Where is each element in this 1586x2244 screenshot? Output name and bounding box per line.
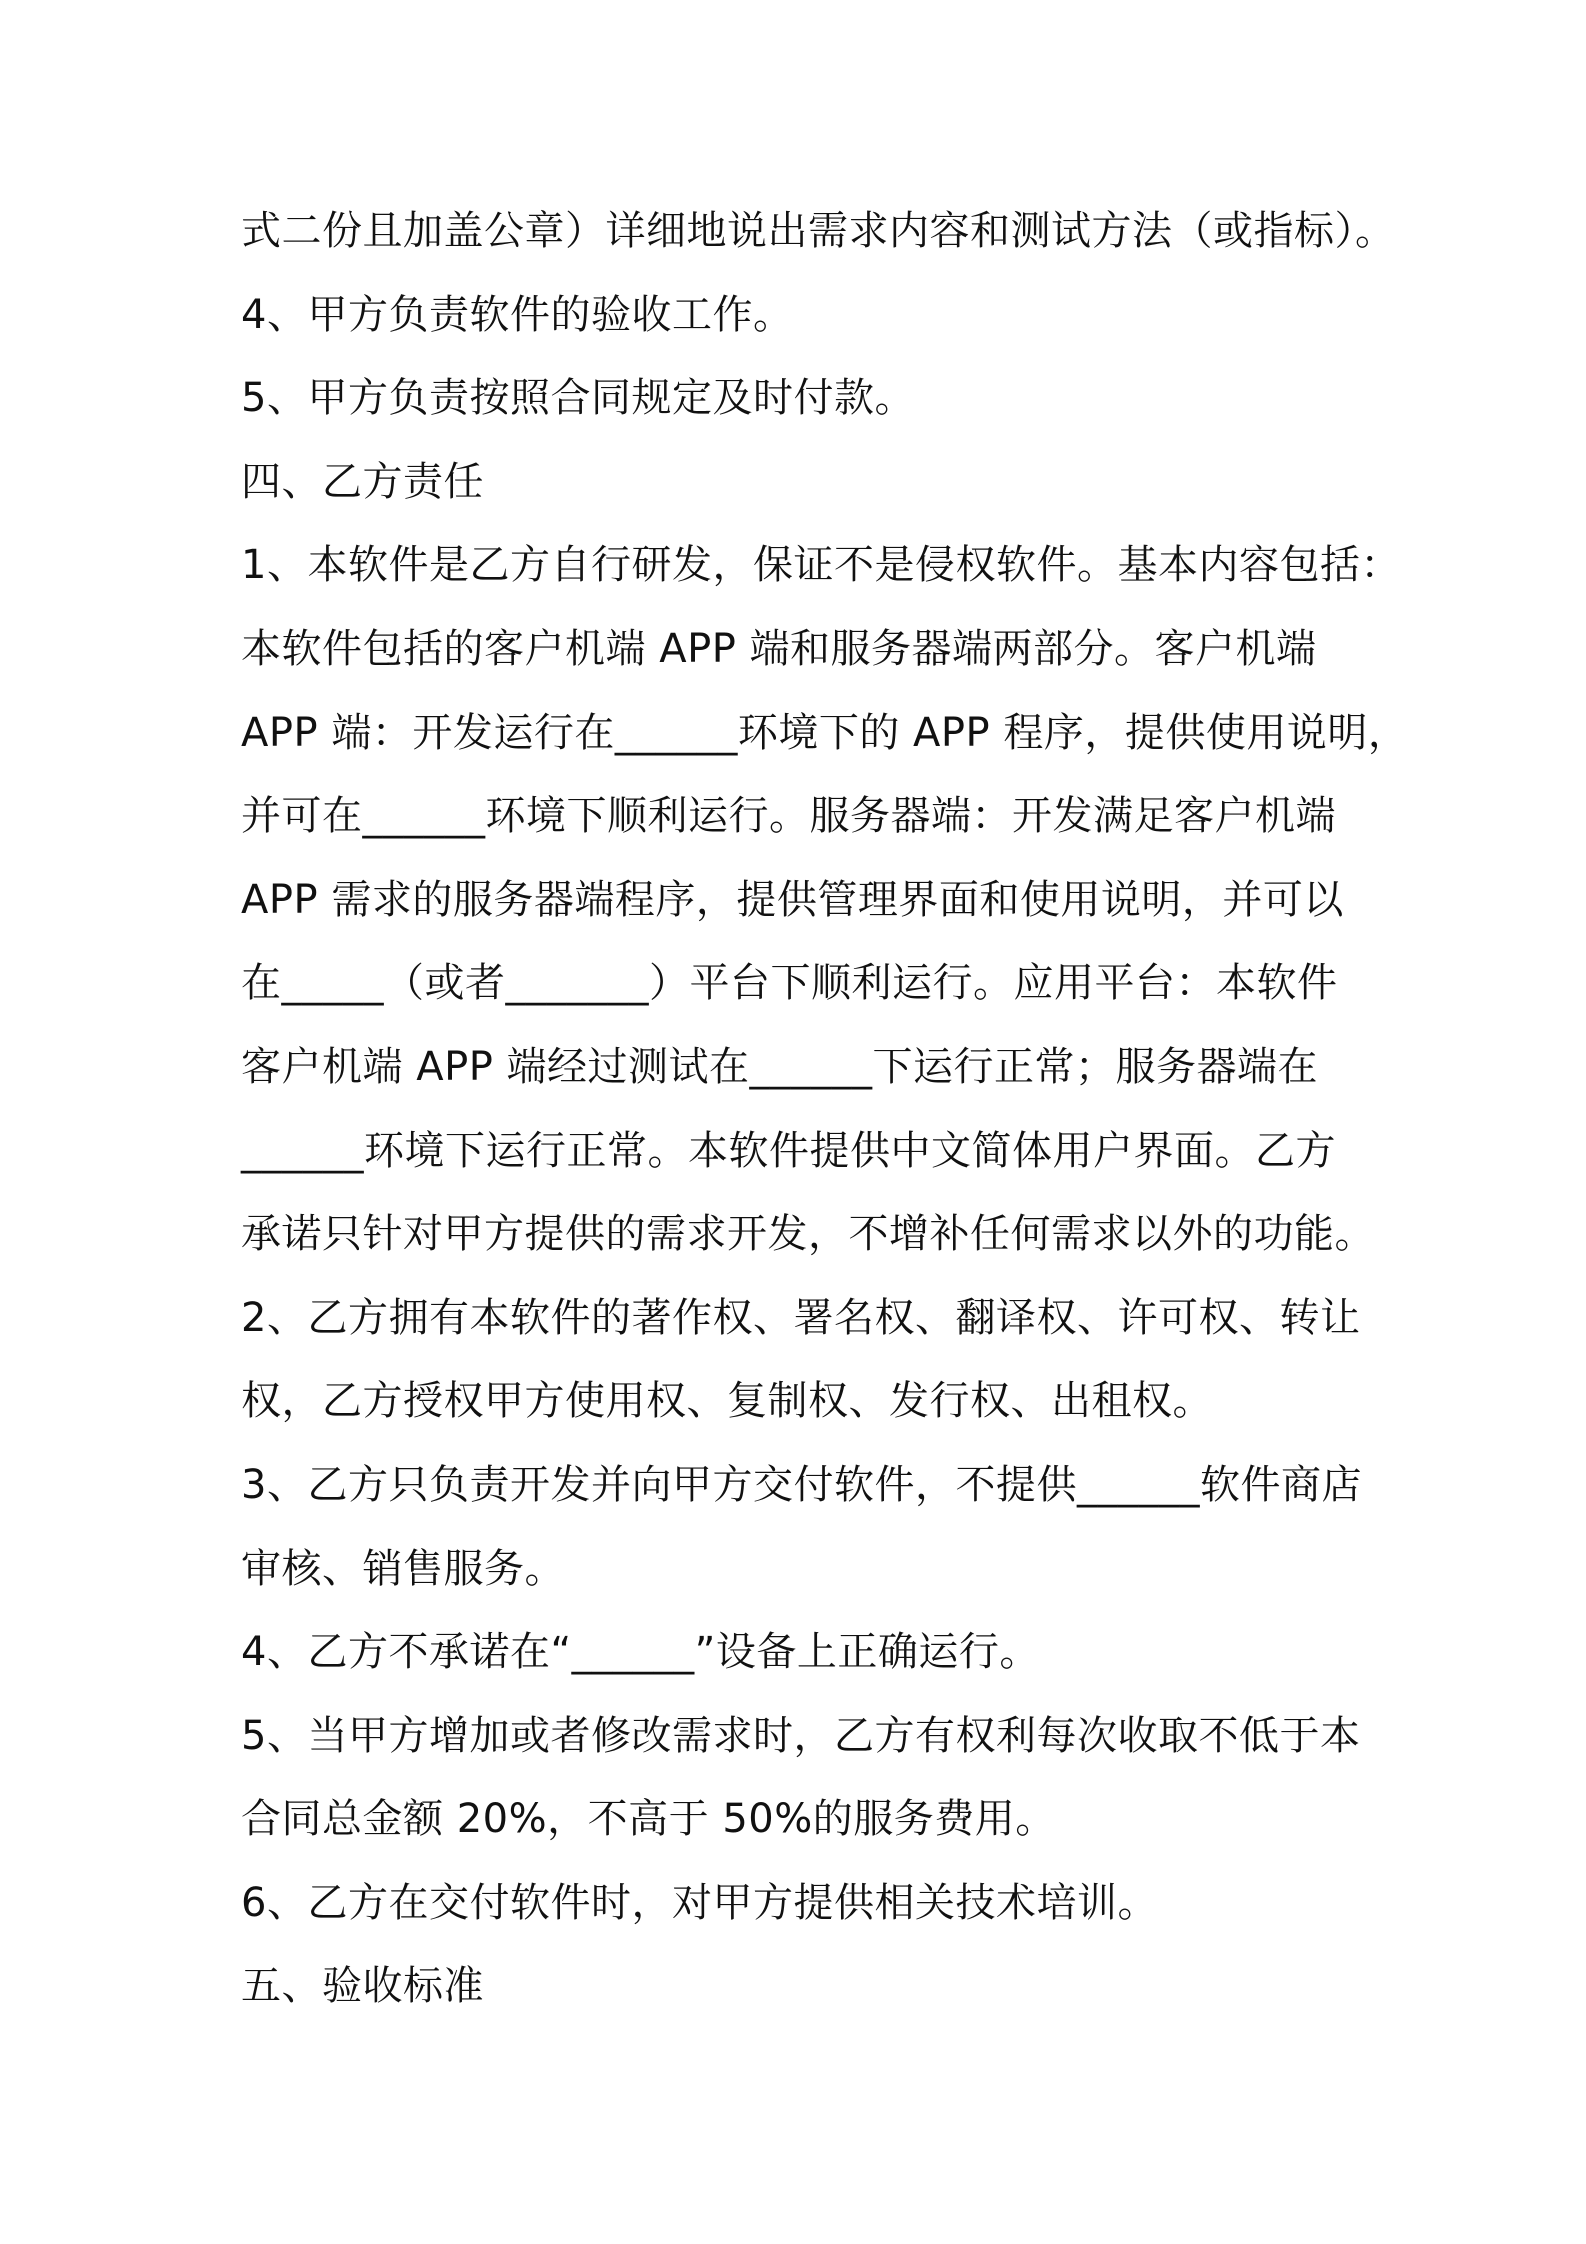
text-line-8: 并可在______环境下顺利运行。服务器端：开发满足客户机端 <box>241 793 1336 840</box>
contract-text <box>241 190 1409 2029</box>
text-line-6: 本软件包括的客户机端 APP 端和服务器端两部分。客户机端 <box>241 625 1317 672</box>
text-line-13: 承诺只针对甲方提供的需求开发，不增补任何需求以外的功能。 <box>241 1211 1375 1258</box>
section-heading-5: 五、验收标准 <box>241 1963 484 2010</box>
text-line-3: 5、甲方负责按照合同规定及时付款。 <box>241 375 915 422</box>
text-line-1: 式二份且加盖公章）详细地说出需求内容和测试方法（或指标）。 <box>241 208 1396 254</box>
text-line-15: 权，乙方授权甲方使用权、复制权、发行权、出租权。 <box>241 1378 1213 1425</box>
text-line-11: 客户机端 APP 端经过测试在______下运行正常；服务器端在 <box>241 1043 1319 1090</box>
text-line-16: 3、乙方只负责开发并向甲方交付软件，不提供______软件商店 <box>241 1461 1362 1508</box>
text-line-9: APP 需求的服务器端程序，提供管理界面和使用说明，并可以 <box>241 876 1344 923</box>
text-line-7: APP 端：开发运行在______环境下的 APP 程序，提供使用说明， <box>241 709 1409 756</box>
text-line-5: 1、本软件是乙方自行研发，保证不是侵权软件。基本内容包括： <box>241 542 1401 589</box>
text-line-21: 6、乙方在交付软件时，对甲方提供相关技术培训。 <box>241 1879 1158 1926</box>
text-line-2: 4、甲方负责软件的验收工作。 <box>241 291 794 338</box>
text-line-10: 在_____（或者_______）平台下顺利运行。应用平台：本软件 <box>241 960 1338 1007</box>
text-line-19: 5、当甲方增加或者修改需求时，乙方有权利每次收取不低于本 <box>241 1712 1361 1759</box>
text-line-18: 4、乙方不承诺在“______”设备上正确运行。 <box>241 1629 1040 1676</box>
text-line-20: 合同总金额 20%，不高于 50%的服务费用。 <box>241 1796 1056 1843</box>
text-line-12: ______环境下运行正常。本软件提供中文简体用户界面。乙方 <box>241 1127 1336 1174</box>
text-line-14: 2、乙方拥有本软件的著作权、署名权、翻译权、许可权、转让 <box>241 1294 1361 1341</box>
text-line-17: 审核、销售服务。 <box>241 1545 565 1592</box>
section-heading-4: 四、乙方责任 <box>241 458 484 505</box>
